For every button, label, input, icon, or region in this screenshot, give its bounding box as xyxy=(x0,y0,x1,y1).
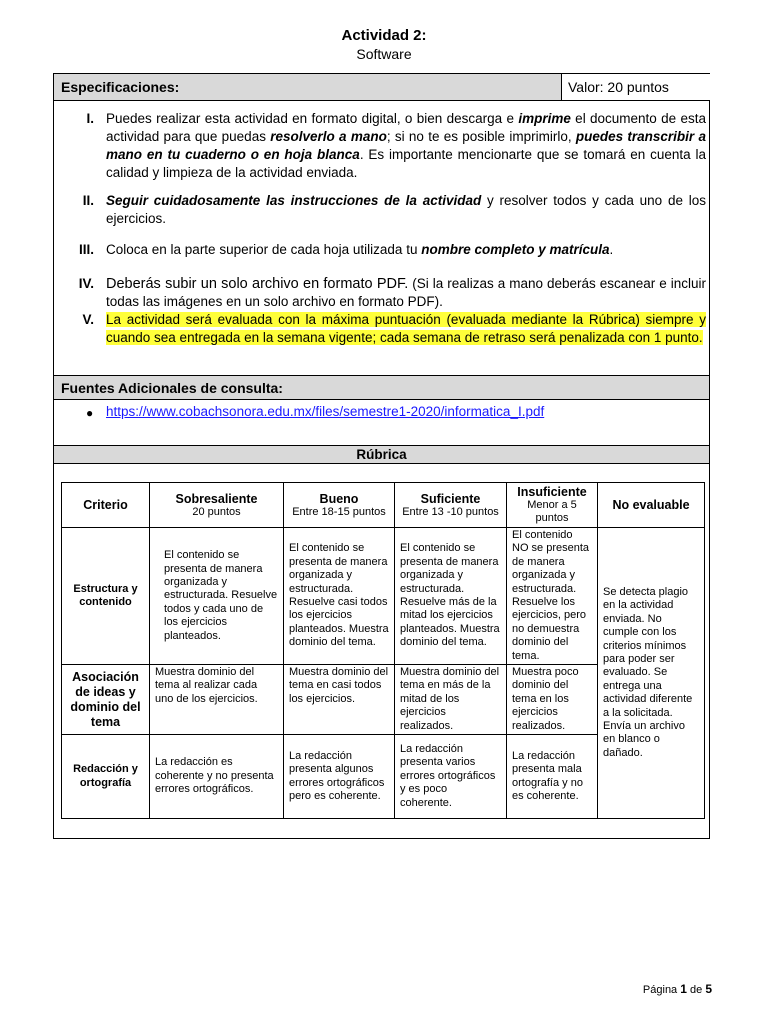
sobresaliente-cell: La redacción es coherente y no presenta errores ortográficos. xyxy=(150,735,284,819)
suficiente-cell: La redacción presenta varios errores ortográficos y es poco coherente. xyxy=(395,735,507,819)
activity-subtitle: Software xyxy=(356,46,412,62)
page-label: Página xyxy=(642,984,678,996)
rubrica-header xyxy=(54,446,709,464)
bueno-cell: Muestra dominio del tema en casi todos los ejercicios. xyxy=(284,665,395,735)
source-link[interactable]: https://www.cobachsonora.edu.mx/files/semestre1-2020/informatica_I.pdf xyxy=(106,404,545,419)
rubrica-header-row xyxy=(62,483,705,528)
table-row xyxy=(62,528,705,665)
page-of-label: de xyxy=(690,984,703,996)
suficiente-cell: El contenido se presenta de manera organizada y estructurada. Resuelve más de la mitad los ejercicios planteados. Muestra dominio del tema. xyxy=(395,528,507,665)
spec-item-text: Seguir cuidadosamente las instrucciones de la actividad y resolver todos y cada uno de los ejercicios. xyxy=(106,193,706,226)
specs-header xyxy=(54,74,709,101)
bullet-icon: ● xyxy=(86,406,94,420)
fuentes-body xyxy=(54,400,709,446)
header-no-evaluable: No evaluable xyxy=(598,483,705,528)
header-insuficiente: Insuficiente Menor a 5 puntos xyxy=(507,483,598,528)
spec-item-text: Coloca en la parte superior de cada hoja utilizada tu nombre completo y matrícula. xyxy=(106,242,614,257)
header-criterio: Criterio xyxy=(62,483,150,528)
activity-frame xyxy=(53,73,710,839)
fuentes-label: Fuentes Adicionales de consulta: xyxy=(61,380,283,396)
bueno-cell: La redacción presenta algunos errores ortográficos pero es coherente. xyxy=(284,735,395,819)
sobresaliente-cell: Muestra dominio del tema al realizar cada uno de los ejercicios. xyxy=(150,665,284,735)
fuentes-header xyxy=(54,376,709,400)
page-footer xyxy=(643,982,712,996)
specs-value: Valor: 20 puntos xyxy=(561,74,711,100)
rubrica-table xyxy=(61,482,705,819)
header-bueno: Bueno Entre 18-15 puntos xyxy=(284,483,395,528)
spec-item-number: II. xyxy=(82,193,94,208)
insuficiente-cell: La redacción presenta mala ortografía y no es coherente. xyxy=(507,735,598,819)
spec-item-text: Puedes realizar esta actividad en formato digital, o bien descarga e imprime el documento de esta actividad para que puedas resolverlo a mano; si no te es posible imprimirlo, puedes transcribir a mano en tu cuaderno o en hoja blanca. Es importante mencionarte que se tomará en cuenta la calidad y limpieza de la actividad enviada. xyxy=(106,111,706,180)
specs-label: Especificaciones: xyxy=(61,79,180,95)
suficiente-cell: Muestra dominio del tema en más de la mitad de los ejercicios realizados. xyxy=(395,665,507,735)
criterio-cell: Asociación de ideas y dominio del tema xyxy=(62,665,150,735)
spec-item-number: V. xyxy=(82,312,94,327)
activity-title: Actividad 2: xyxy=(341,27,427,44)
highlighted-text: La actividad será evaluada con la máxima puntuación (evaluada mediante la Rúbrica) siempre y cuando sea entregada en la semana vigente; cada semana de retraso será penalizada con 1 punto. xyxy=(106,312,706,345)
header-sobresaliente: Sobresaliente 20 puntos xyxy=(150,483,284,528)
spec-item-text xyxy=(106,311,706,347)
insuficiente-cell: Muestra poco dominio del tema en los ejercicios realizados. xyxy=(507,665,598,735)
no-evaluable-cell: Se detecta plagio en la actividad enviada. No cumple con los criterios mínimos para poder ser evaluado. Se entrega una actividad diferente a la solicitada. Envía un archivo en blanco o dañado. xyxy=(598,528,705,819)
total-pages: 5 xyxy=(705,982,712,996)
current-page: 1 xyxy=(680,982,687,996)
spec-item-text: Deberás subir un solo archivo en formato PDF. (Si la realizas a mano deberás escanear e incluir todas las imágenes en un solo archivo en formato PDF). xyxy=(106,276,706,309)
rubrica-title: Rúbrica xyxy=(356,447,407,462)
criterio-cell: Redacción y ortografía xyxy=(62,735,150,819)
criterio-cell: Estructura y contenido xyxy=(62,528,150,665)
insuficiente-cell: El contenido NO se presenta de manera organizada y estructurada. Resuelve los ejercicios, pero no demuestra dominio del tema. xyxy=(507,528,598,665)
sobresaliente-cell: El contenido se presenta de manera organizada y estructurada. Resuelve todos y cada uno de los ejercicios planteados. xyxy=(150,528,284,665)
header-suficiente: Suficiente Entre 13 -10 puntos xyxy=(395,483,507,528)
spec-item-number: IV. xyxy=(78,276,94,291)
spec-item-number: III. xyxy=(78,242,94,257)
spec-item-number: I. xyxy=(86,111,94,126)
specs-body xyxy=(54,101,709,376)
bueno-cell: El contenido se presenta de manera organizada y estructurada. Resuelve casi todos los ejercicios planteados. Muestra dominio del tema. xyxy=(284,528,395,665)
